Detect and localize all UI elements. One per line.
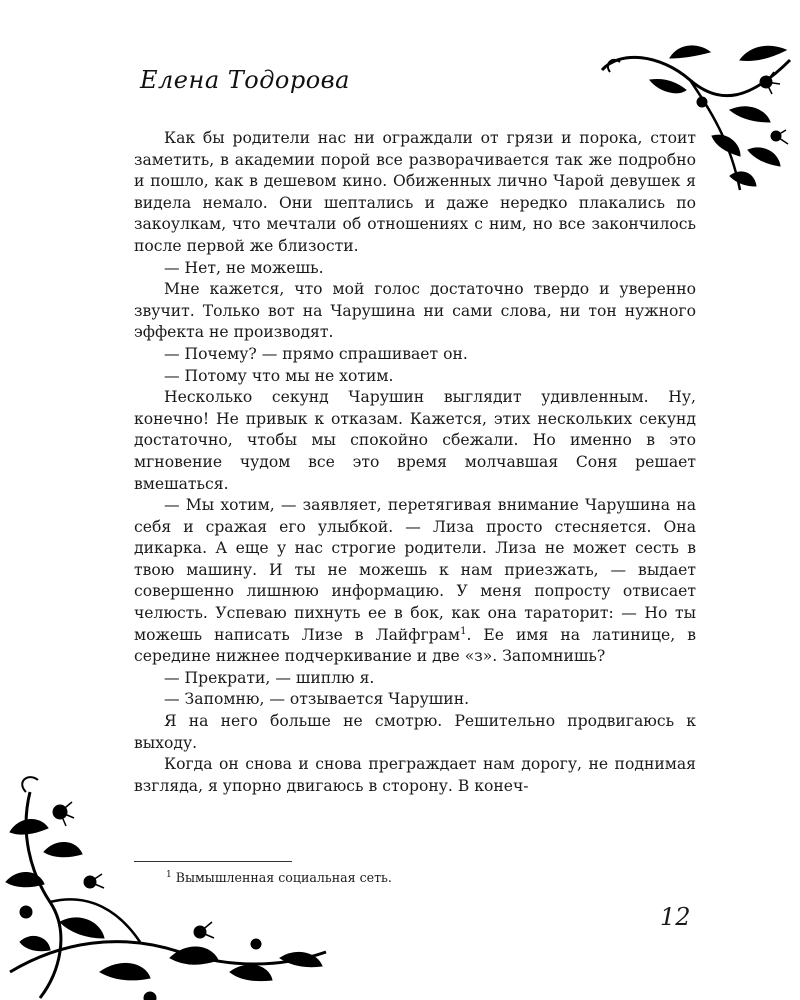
paragraph-part: . Ее имя на латинице, в середине нижнее подчеркивание и две «з». Запомнишь? (134, 625, 696, 666)
dialogue-line: — Прекрати, — шиплю я. (164, 668, 375, 687)
paragraph: Как бы родители нас ни ограждали от грязи и порока, стоит заметить, в академии порой все разворачивается так же подробно и пошло, как в дешевом кино. Обиженных лично Чарой девушек я видела немало. Они шептались и даже нередко плакались по закоулкам, что мечтали об отношениях с ним, но все закончилось после первой же близости. (134, 129, 696, 255)
paragraph-part: — Мы хотим, — заявляет, перетягивая внимание Чарушина на себя и сражая его улыбкой. — Лиза просто стесняется. Она дикарка. А еще у нас строгие родители. Лиза не может сесть в твою машину. И ты не можешь к нам приезжать, — выдает совершенно лишнюю информацию. У меня попросту отвисает челюсть. Успеваю пихнуть ее в бок, как она тараторит: — Но ты можешь написать Лизе в Лайфграм (134, 496, 696, 644)
page-number: 12 (660, 903, 691, 931)
paragraph: Я на него больше не смотрю. Решительно продвигаюсь к выходу. (134, 712, 696, 752)
dialogue-line: — Почему? — прямо спрашивает он. (164, 344, 468, 363)
floral-ornament-bottom-icon (0, 772, 330, 1000)
running-header-author: Елена Тодорова (140, 66, 350, 94)
paragraph: Когда он снова и снова преграждает нам дорогу, не поднимая взгляда, я упорно двигаюсь в сторону. В конеч- (134, 755, 696, 795)
paragraph: Несколько секунд Чарушин выглядит удивленным. Ну, конечно! Не привык к отказам. Кажется, этих нескольких секунд достаточно, чтобы мы спокойно сбежали. Но именно в это мгновение чудом все это время молчавшая Соня решает вмешаться. (134, 388, 696, 493)
footnote-text: Вымышленная социальная сеть. (171, 870, 392, 885)
body-text (134, 128, 696, 797)
dialogue-line: — Нет, не можешь. (164, 258, 324, 277)
footnote-marker: 1 (166, 869, 172, 880)
dialogue-paragraph (134, 495, 696, 668)
dialogue-line: — Потому что мы не хотим. (164, 366, 394, 385)
dialogue-line: — Запомню, — отзывается Чарушин. (164, 690, 470, 709)
footnote-reference[interactable]: 1 (460, 625, 467, 637)
paragraph: Мне кажется, что мой голос достаточно твердо и уверенно звучит. Только вот на Чарушина ни сами слова, ни тон нужного эффекта не производят. (134, 280, 696, 342)
